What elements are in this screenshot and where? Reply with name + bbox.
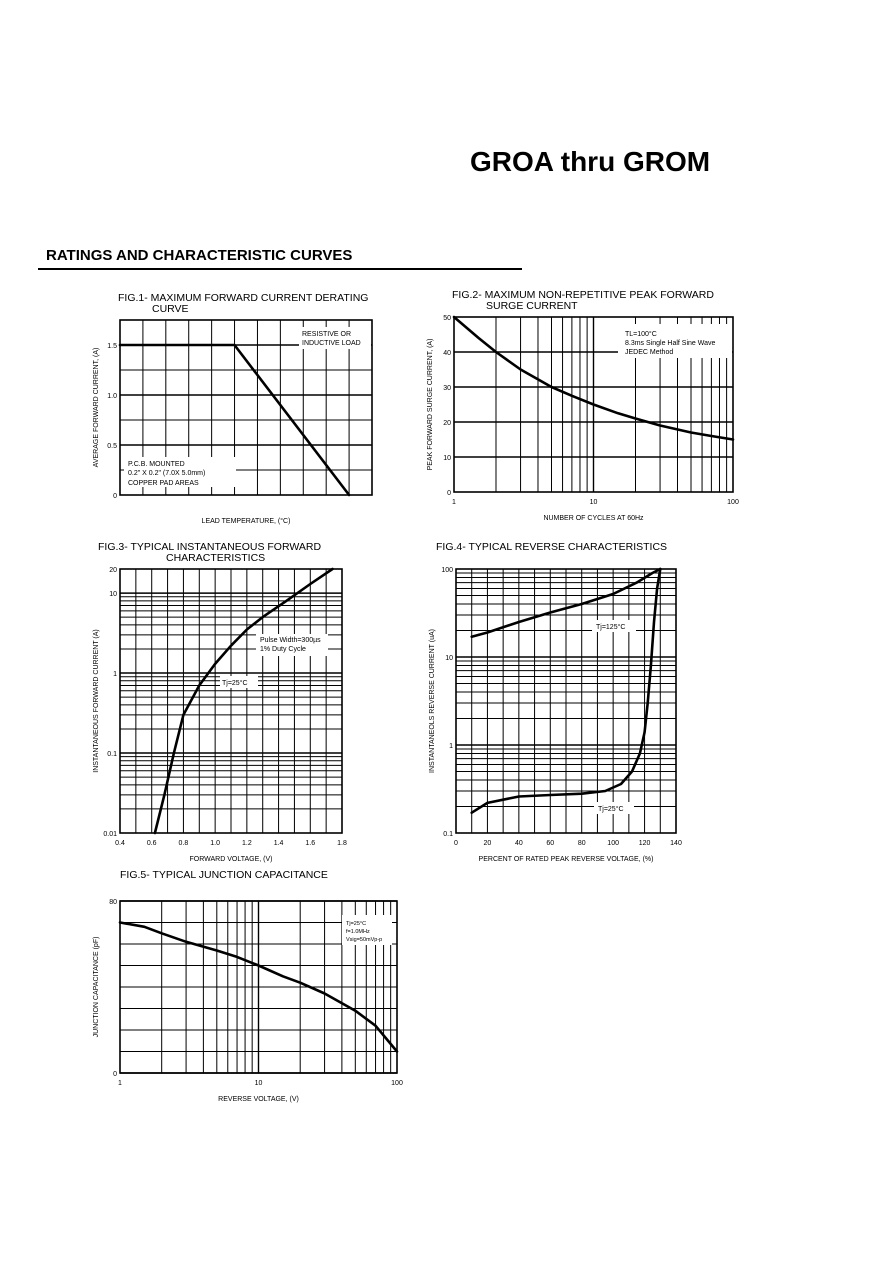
fig5-annotation-1: f=1.0MHz [346,929,370,935]
fig2-ytick-1: 10 [443,455,451,462]
fig3-xtick-3: 1.0 [210,840,221,847]
fig1-ytick-3: 1.5 [107,343,117,350]
fig2-xtick-2: 100 [727,499,739,506]
fig5-xtick-2: 100 [391,1080,403,1087]
fig1-annotation-2: P.C.B. MOUNTED [128,461,185,468]
fig4-xtick-3: 60 [546,840,555,847]
fig4-title-line1: FIG.4- TYPICAL REVERSE CHARACTERISTICS [436,541,668,553]
fig5-xtick-1: 10 [254,1080,263,1087]
fig5-annotation-2: Vsig=50mVp-p [346,937,383,943]
fig3-xtick-5: 1.4 [273,840,284,847]
section-title: RATINGS AND CHARACTERISTIC CURVES [46,247,353,264]
fig1-title-line2: CURVE [152,303,189,315]
fig1-ytick-2: 1.0 [107,393,117,400]
fig3-xlabel: FORWARD VOLTAGE, (V) [189,856,273,863]
fig3-xtick-7: 1.8 [337,840,347,847]
fig1-ylabel: AVERAGE FORWARD CURRENT, (A) [93,347,100,468]
document-title: GROA thru GROM [470,146,711,177]
fig4-title [436,542,667,553]
fig1-title [118,293,368,315]
fig4-chart [418,564,718,864]
fig3-ylabel: INSTANTANEOUS FORWARD CURRENT (A) [93,629,100,773]
fig5-title-line1: FIG.5- TYPICAL JUNCTION CAPACITANCE [120,869,328,881]
fig1-xlabel: LEAD TEMPERATURE, (°C) [201,518,291,525]
fig4-xtick-4: 80 [577,840,586,847]
fig2-ytick-0: 0 [447,490,451,497]
fig3-series-0-line [155,569,333,833]
fig3-title-line1: FIG.3- TYPICAL INSTANTANEOUS FORWARD [98,541,322,553]
fig2-chart [418,312,758,527]
fig4-xtick-7: 140 [670,840,682,847]
fig2-ylabel: PEAK FORWARD SURGE CURRENT, (A) [427,338,434,471]
fig2-title-line2: SURGE CURRENT [486,300,578,312]
fig5-ylabel: JUNCTION CAPACITANCE (pF) [93,936,100,1038]
fig3-xtick-4: 1.2 [241,840,252,847]
fig2-xtick-1: 10 [589,499,598,506]
fig1-ytick-1: 0.5 [107,443,117,450]
fig3-xtick-1: 0.6 [146,840,157,847]
fig3-ytick-1: 0.1 [107,751,117,759]
fig5-chart [80,893,420,1108]
fig3-title [98,542,321,564]
fig4-xtick-2: 40 [514,840,523,847]
fig5-title [120,870,328,881]
fig2-xlabel: NUMBER OF CYCLES AT 60Hz [543,515,644,522]
fig2-ytick-2: 20 [443,420,451,427]
fig2-annotation-2: JEDEC Method [625,349,674,356]
fig3-xtick-2: 0.8 [178,840,189,847]
fig1-title-line1: FIG.1- MAXIMUM FORWARD CURRENT DERATING [118,292,369,304]
fig3-annotation-0: Pulse Width=300µs [260,637,321,644]
fig1-ytick-0: 0 [113,493,117,500]
fig2-title [452,290,714,312]
fig1-annotation-1: INDUCTIVE LOAD [302,340,361,347]
fig3-annotation-1: 1% Duty Cycle [260,646,306,653]
fig4-ytick-0: 0.1 [443,831,453,838]
fig4-ylabel: INSTANTANEOLS REVERSE CURRENT (uA) [429,629,436,773]
fig3-ytick-4: 20 [109,567,117,574]
fig2-annotation-1: 8.3ms Single Half Sine Wave [625,340,716,347]
fig3-xtick-6: 1.6 [305,840,316,847]
fig3-title-line2: CHARACTERISTICS [166,552,266,564]
fig3-annotation-2: Tj=25°C [222,680,248,687]
fig1-annotation-3: 0.2" X 0.2" (7.0X 5.0mm) [128,470,206,477]
fig3-ytick-2: 1 [113,671,117,679]
fig4-xlabel: PERCENT OF RATED PEAK REVERSE VOLTAGE, (%) [478,856,654,863]
fig5-xtick-0: 1 [118,1080,122,1087]
fig2-ytick-4: 40 [443,350,451,357]
fig4-xtick-1: 20 [483,840,492,847]
fig3-ytick-0: 0.01 [103,831,117,838]
fig4-annotation-1: Tj=25°C [598,806,624,813]
section-divider [38,268,522,270]
fig2-ytick-5: 50 [443,315,451,322]
fig3-xtick-0: 0.4 [115,840,125,847]
fig4-xtick-0: 0 [454,840,458,847]
fig5-annotation-0: Tj=25°C [346,921,367,927]
fig1-annotation-4: COPPER PAD AREAS [128,480,199,487]
fig2-ytick-3: 30 [443,385,451,392]
fig4-xtick-5: 100 [607,840,619,847]
fig4-ytick-1: 1 [449,743,453,750]
fig5-xlabel: REVERSE VOLTAGE, (V) [218,1096,299,1103]
fig2-annotation-0: TL=100°C [625,331,657,338]
fig4-annotation-0: Tj=125°C [596,624,626,631]
fig5-ytick-1: 80 [109,899,117,906]
fig4-xtick-6: 120 [638,840,651,847]
fig1-annotation-0: RESISTIVE OR [302,331,352,338]
fig4-ytick-3: 100 [441,567,453,574]
fig2-title-line1: FIG.2- MAXIMUM NON-REPETITIVE PEAK FORWARD [452,289,714,301]
fig5-ytick-0: 0 [113,1071,117,1078]
fig1-chart [80,315,420,530]
fig2-xtick-0: 1 [452,499,456,506]
fig4-ytick-2: 10 [445,655,453,662]
fig3-ytick-3: 10 [109,591,117,599]
fig3-chart [80,564,380,864]
